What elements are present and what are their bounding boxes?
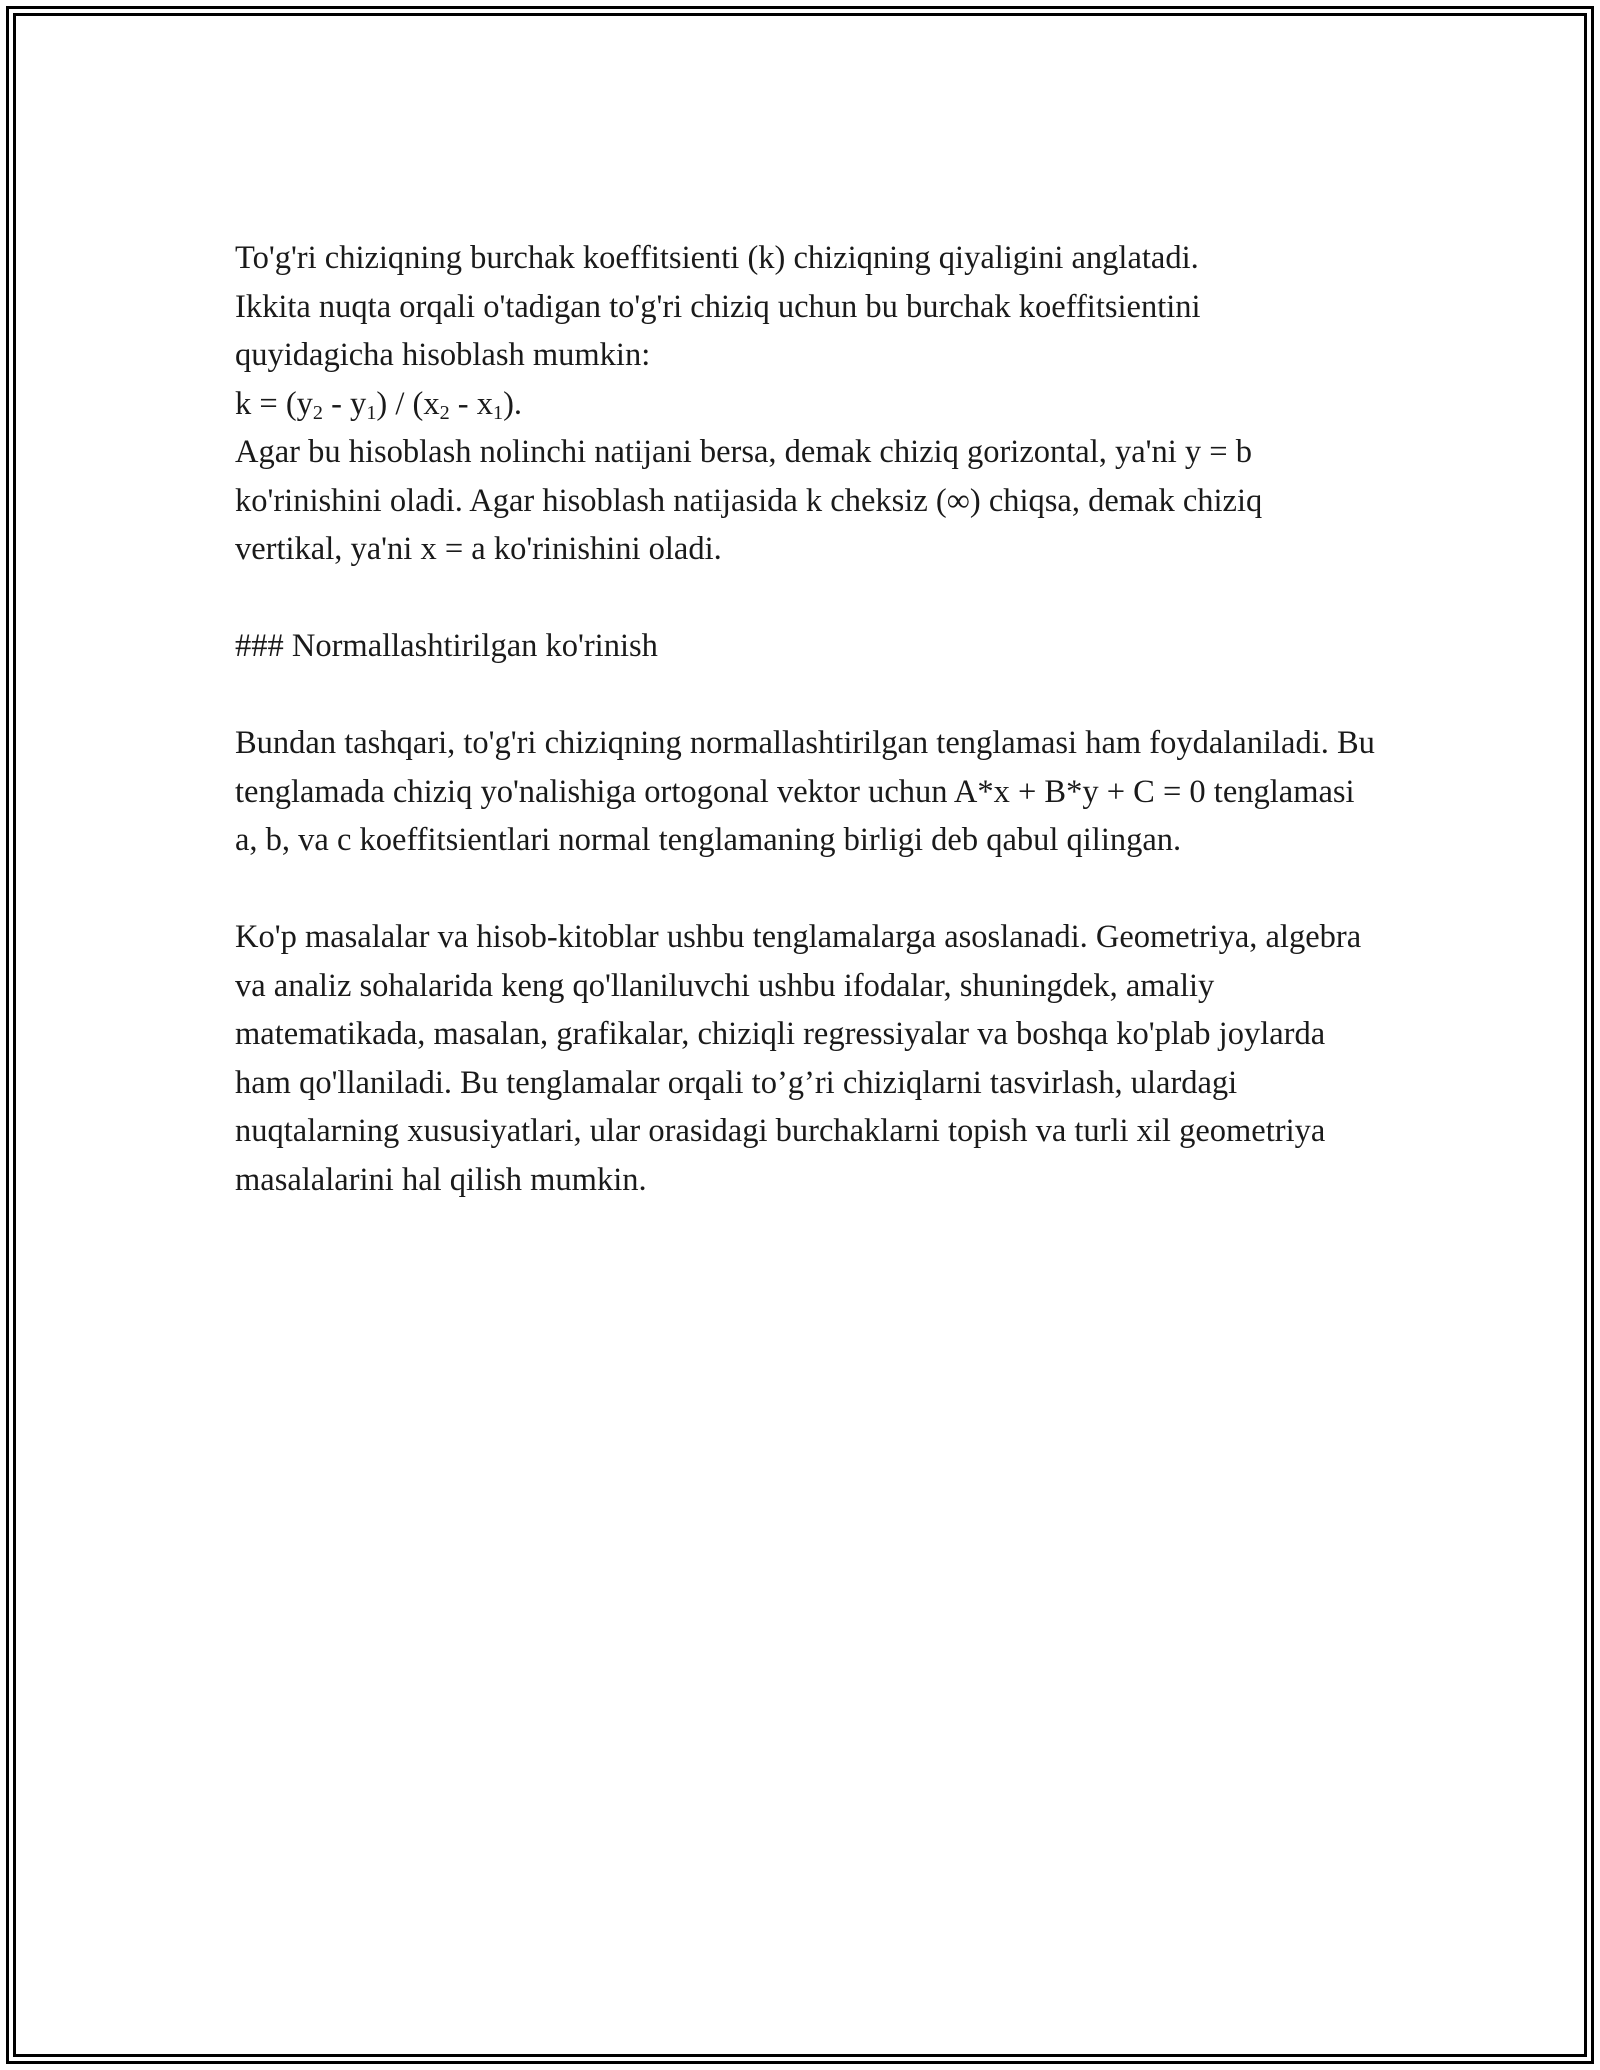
subscript: 2 (439, 401, 450, 424)
slope-formula (235, 380, 1375, 429)
section-heading: ### Normallashtirilgan ko'rinish (235, 628, 658, 664)
paragraph-slope-intro (235, 234, 1375, 380)
paragraph-normal-form: Bundan tashqari, to'g'ri chiziqning normallashtirilgan tenglamasi ham foydalaniladi. Bu tenglamada chiziq yo'nalishiga ortogonal vektor uchun A*x + B*y + C = 0 tenglamasi a, b, va c koeffitsientlari normal tenglamaning birligi deb qabul qilingan. (235, 725, 1375, 858)
line: To'g'ri chiziqning burchak koeffitsienti (k) chiziqning qiyaligini anglatadi. (235, 240, 1199, 276)
subscript: 1 (492, 401, 504, 424)
line: quyidagicha hisoblash mumkin: (235, 337, 651, 373)
spacer (235, 671, 1375, 720)
formula-text: ). (503, 385, 523, 422)
document-body (235, 234, 1375, 1204)
formula-text: - y (322, 385, 367, 422)
spacer (235, 865, 1375, 914)
subscript: 2 (312, 401, 323, 424)
paragraph-applications: Ko'p masalalar va hisob-kitoblar ushbu tenglamalarga asoslanadi. Geometriya, algebra va analiz sohalarida keng qo'llaniluvchi ushbu ifodalar, shuningdek, amaliy matematikada, masalan, grafikalar, chiziqli regressiyalar va boshqa ko'plab joylarda ham qo'llaniladi. Bu tenglamalar orqali to’g’ri chiziqlarni tasvirlash, ulardagi nuqtalarning xususiyatlari, ular orasidagi burchaklarni topish va turli xil geometriya masalalarini hal qilish mumkin. (235, 919, 1362, 1198)
line: Ikkita nuqta orqali o'tadigan to'g'ri chiziq uchun bu burchak koeffitsientini (235, 288, 1201, 325)
subscript: 1 (366, 401, 377, 424)
formula-text: k = (y (235, 385, 313, 422)
spacer (235, 574, 1375, 623)
paragraph-horizontal-vertical: Agar bu hisoblash nolinchi natijani bersa, demak chiziq gorizontal, ya'ni y = b ko'rinishini oladi. Agar hisoblash natijasida k cheksiz (∞) chiqsa, demak chiziq vertikal, ya'ni x = a ko'rinishini oladi. (235, 434, 1263, 567)
formula-text: ) / (x (376, 385, 440, 422)
formula-text: - x (449, 385, 493, 422)
